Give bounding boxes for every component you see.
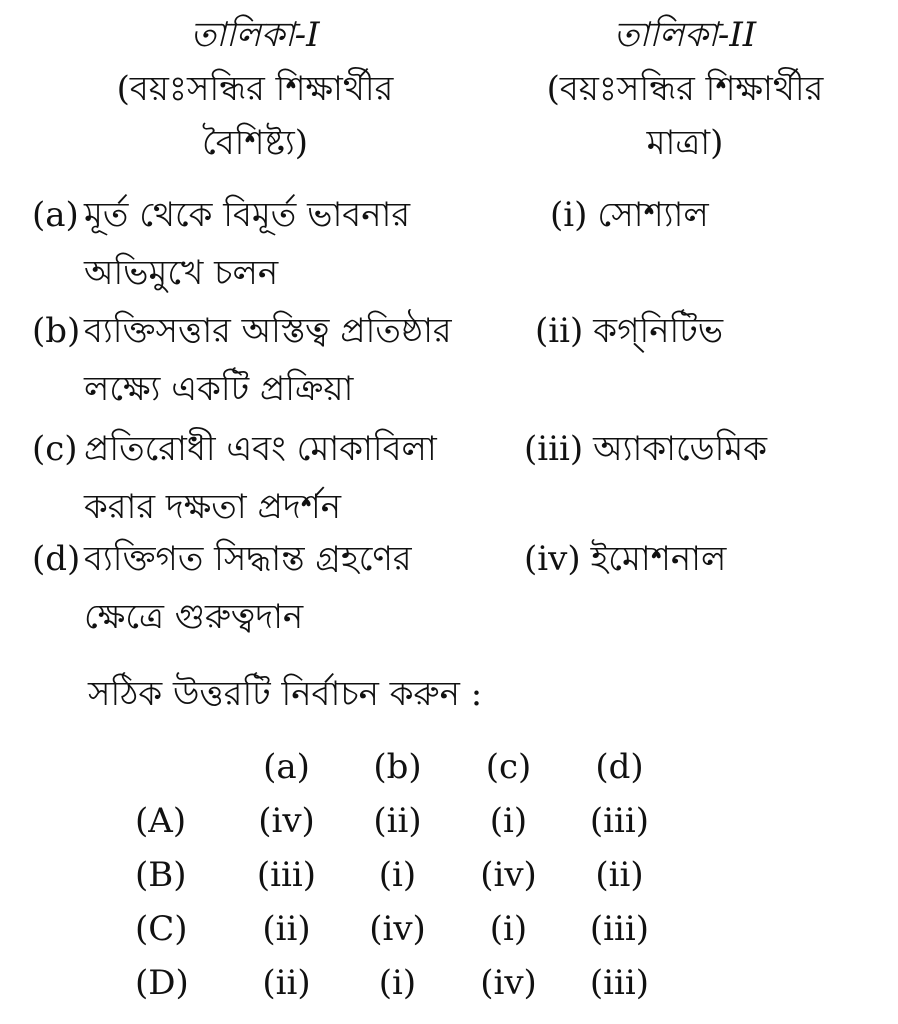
option-cell: (i) [378,855,417,895]
option-cell: (ii) [262,963,311,1003]
item-label: (i) [550,195,588,235]
item-text-line2: করার দক্ষতা প্রদর্শন [84,487,342,527]
item-text-line2: ক্ষেত্রে গুরুত্বদান [84,597,304,637]
option-cell: (iv) [480,855,537,895]
item-label: (iv) [524,539,581,579]
option-cell: (iii) [589,801,650,841]
list2-subtitle-line2: মাত্রা) [646,123,724,163]
question-prompt: সঠিক উত্তরটি নির্বাচন করুন : [88,674,483,714]
option-cell: (i) [378,963,417,1003]
option-cell: (i) [489,909,528,949]
item-text-line1: ব্যক্তিসত্তার অস্তিত্ব প্রতিষ্ঠার [84,311,452,351]
item-text: ইমোশনাল [590,539,727,579]
list2-item-ii [535,302,723,360]
option-key: (C) [135,909,188,949]
list2-item-i [550,186,709,244]
list2-title: তালিকা-II [613,15,757,55]
option-cell: (iii) [589,963,650,1003]
list1-subtitle-line1: (বয়ঃসন্ধির শিক্ষার্থীর [116,69,394,109]
list2-item-iv [524,530,726,588]
list1-item-d [32,530,412,646]
header-cell: (a) [263,747,310,787]
list2-item-iii [524,420,767,478]
list1-heading [60,8,450,170]
option-cell: (i) [489,801,528,841]
item-text-line1: ব্যক্তিগত সিদ্ধান্ত গ্রহণের [84,539,412,579]
answer-options-table [135,740,675,1010]
option-cell: (iii) [589,909,650,949]
header-cell: (b) [373,747,422,787]
list1-item-a [32,186,410,302]
item-text-line2: লক্ষ্যে একটি প্রক্রিয়া [84,369,354,409]
item-label: (c) [32,429,78,469]
answer-header-row [135,740,675,794]
option-cell: (ii) [262,909,311,949]
option-key: (B) [135,855,187,895]
item-label: (b) [32,311,81,351]
option-key: (A) [135,801,187,841]
list1-item-b [32,302,452,418]
list2-subtitle-line1: (বয়ঃসন্ধির শিক্ষার্থীর [546,69,824,109]
item-text: সোশ্যাল [597,195,709,235]
item-label: (a) [32,195,79,235]
empty-header-cell [135,740,231,794]
item-text-line1: মূর্ত থেকে বিমূর্ত ভাবনার [84,195,411,235]
item-text: অ্যাকাডেমিক [593,429,768,469]
list1-title: তালিকা-I [190,15,320,55]
answer-option-b[interactable] [135,848,675,902]
option-cell: (ii) [373,801,422,841]
option-cell: (iv) [369,909,426,949]
option-key: (D) [135,963,189,1003]
item-label: (iii) [524,429,584,469]
item-text: কগ্‌নিটিভ [593,311,724,351]
header-cell: (d) [595,747,644,787]
item-text-line1: প্রতিরোধী এবং মোকাবিলা [84,429,437,469]
answer-option-c[interactable] [135,902,675,956]
option-cell: (ii) [595,855,644,895]
option-cell: (iv) [258,801,315,841]
answer-option-d[interactable] [135,956,675,1010]
item-label: (d) [32,539,81,579]
option-cell: (iv) [480,963,537,1003]
answer-option-a[interactable] [135,794,675,848]
list1-subtitle-line2: বৈশিষ্ট্য) [201,123,309,163]
list1-item-c [32,420,437,536]
header-cell: (c) [485,747,532,787]
item-text-line2: অভিমুখে চলন [84,253,279,293]
option-cell: (iii) [256,855,317,895]
list2-heading [505,8,865,170]
item-label: (ii) [535,311,584,351]
